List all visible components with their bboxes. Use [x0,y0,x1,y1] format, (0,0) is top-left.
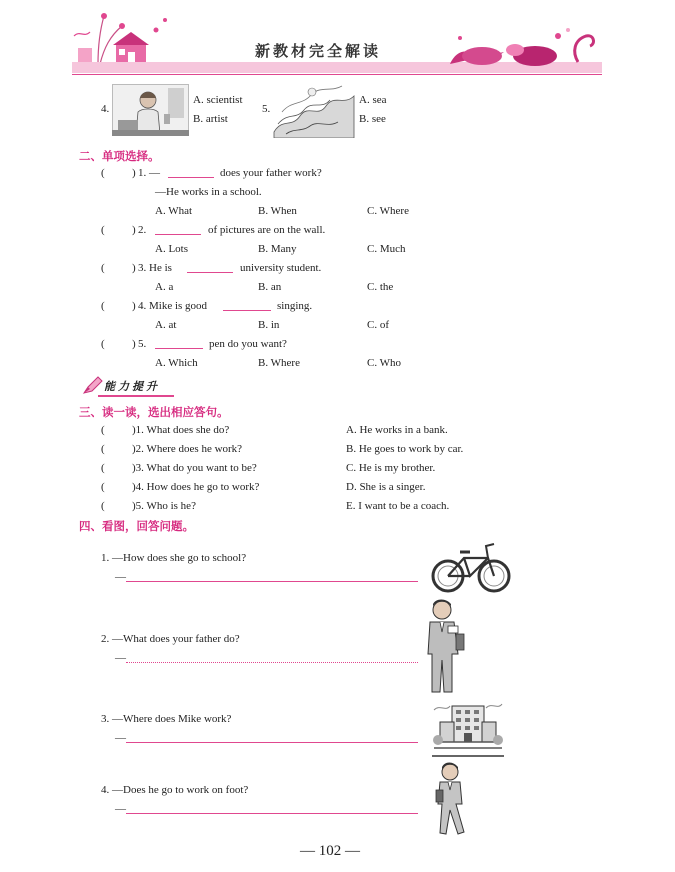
header-title: 新教材完全解读 [255,42,382,60]
question-prefix: 1. — [138,167,160,179]
option-a: A. Lots [155,243,188,255]
item-5-option-b: B. see [359,113,386,125]
answer-paren: ( [101,462,105,474]
option-c: C. the [367,281,394,293]
match-question: )1. What does she do? [132,424,230,436]
answer-line-4[interactable] [126,813,418,814]
answer-line-1[interactable] [126,581,418,582]
match-answer: C. He is my brother. [346,462,436,474]
answer-paren: ( [101,500,105,512]
question-prefix: 5. [138,338,147,350]
answer-blank [155,338,203,349]
question-3-text: 3. —Where does Mike work? [101,713,232,725]
option-a: A. a [155,281,174,293]
teacher-icon [422,598,474,696]
answer-paren: ( [101,443,105,455]
page-header [0,0,675,80]
answer-blank [187,262,233,273]
header-line [72,74,602,75]
question-suffix: does your father work? [220,167,322,179]
building-icon [430,700,506,758]
question-reply: —He works in a school. [155,186,262,198]
option-c: C. Where [367,205,409,217]
answer-paren-close: ) [132,167,136,179]
answer-paren: ( [101,300,105,312]
question-prefix: 2. [138,224,147,236]
answer-dash: — [115,571,126,583]
question-prefix: 4. Mike is good [138,300,208,312]
section-3-title: 三、读一读，选出相应答句。 [79,405,229,419]
answer-blank [155,224,201,235]
sea-waves-icon [272,82,356,138]
question-1-text: 1. —How does she go to school? [101,552,247,564]
answer-dash: — [115,803,126,815]
section-2-title: 二、单项选择。 [79,149,160,163]
answer-line-3[interactable] [126,742,418,743]
answer-paren: ( [101,481,105,493]
question-suffix: pen do you want? [209,338,287,350]
option-a: A. at [155,319,177,331]
answer-blank [223,300,271,311]
match-question: )3. What do you want to be? [132,462,257,474]
ability-underline [98,395,174,397]
option-b: B. When [258,205,297,217]
item-4-number: 4. [101,103,110,115]
match-answer: D. She is a singer. [346,481,426,493]
answer-paren-close: ) [132,262,136,274]
option-c: C. Much [367,243,406,255]
house-flower-icon [70,8,180,66]
match-answer: A. He works in a bank. [346,424,448,436]
option-a: A. What [155,205,193,217]
page-number: — 102 — [300,843,360,859]
answer-paren-close: ) [132,338,136,350]
answer-dash: — [115,732,126,744]
option-c: C. of [367,319,389,331]
question-suffix: singing. [277,300,313,312]
walking-man-icon [432,762,474,836]
ability-label: 能力提升 [104,380,160,393]
flowers-decoration-icon [440,22,605,66]
answer-paren: ( [101,424,105,436]
option-b: B. Where [258,357,300,369]
match-question: )4. How does he go to work? [132,481,260,493]
option-b: B. Many [258,243,297,255]
match-question: )5. Who is he? [132,500,196,512]
scientist-icon [112,84,189,136]
bicycle-icon [430,538,512,594]
question-suffix: of pictures are on the wall. [208,224,326,236]
answer-paren-close: ) [132,300,136,312]
answer-line-2[interactable] [126,662,418,663]
pencil-icon [82,375,104,395]
answer-paren: ( [101,262,105,274]
option-b: B. an [258,281,282,293]
answer-paren: ( [101,167,105,179]
answer-paren-close: ) [132,224,136,236]
answer-blank [168,167,214,178]
question-prefix: 3. He is [138,262,172,274]
question-suffix: university student. [240,262,322,274]
match-question: )2. Where does he work? [132,443,243,455]
answer-paren: ( [101,224,105,236]
answer-dash: — [115,652,126,664]
question-4-text: 4. —Does he go to work on foot? [101,784,249,796]
option-b: B. in [258,319,280,331]
option-c: C. Who [367,357,402,369]
answer-paren: ( [101,338,105,350]
item-4-option-b: B. artist [193,113,228,125]
match-answer: B. He goes to work by car. [346,443,464,455]
match-answer: E. I want to be a coach. [346,500,450,512]
item-5-number: 5. [262,103,271,115]
item-5-option-a: A. sea [359,94,387,106]
question-2-text: 2. —What does your father do? [101,633,240,645]
section-4-title: 四、看图，回答问题。 [79,519,194,533]
option-a: A. Which [155,357,198,369]
item-4-option-a: A. scientist [193,94,243,106]
